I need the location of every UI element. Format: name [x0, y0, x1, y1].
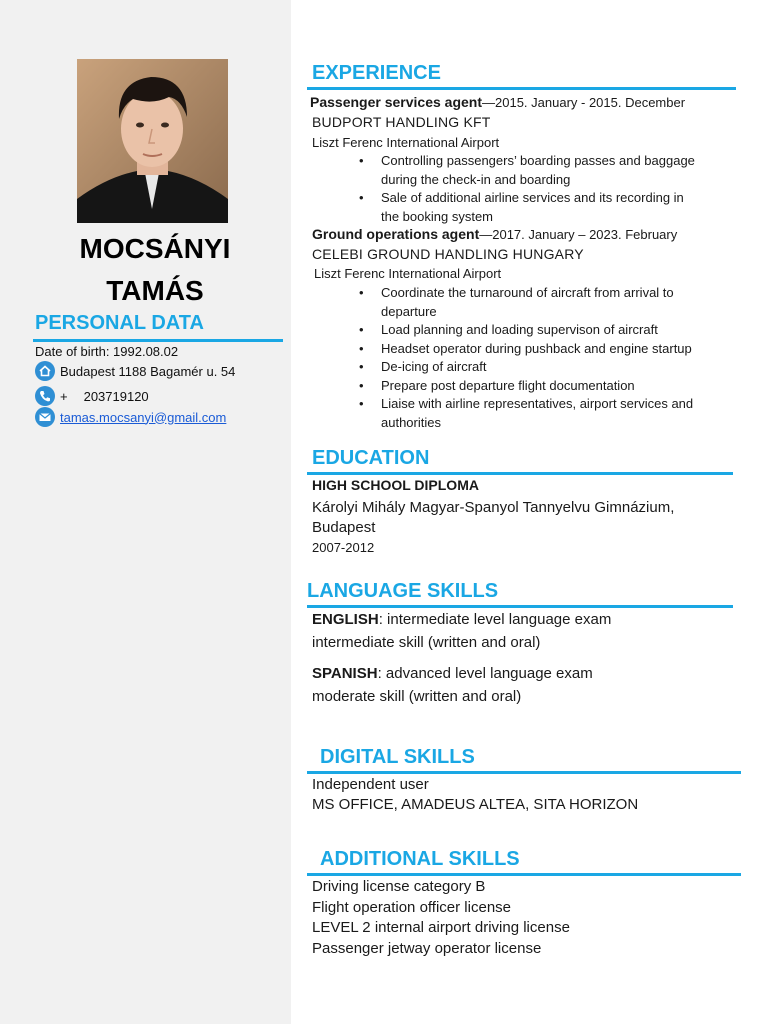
digital-tools: MS OFFICE, AMADEUS ALTEA, SITA HORIZON — [312, 796, 639, 813]
phone-icon — [35, 386, 55, 406]
list-item: • Load planning and loading supervison of aircraft — [359, 321, 729, 340]
education-years: 2007-2012 — [312, 540, 375, 555]
list-item: • Liaise with airline representatives, airport services and authorities — [359, 395, 729, 432]
language-english-exam: ENGLISH: intermediate level language exam — [312, 611, 612, 628]
date-of-birth — [35, 344, 178, 359]
additional-item: Driving license category B — [312, 878, 486, 895]
experience-rule — [307, 87, 736, 90]
list-item: • De-icing of aircraft — [359, 358, 729, 377]
additional-item: Flight operation officer license — [312, 899, 511, 916]
language-heading: LANGUAGE SKILLS — [307, 580, 499, 602]
additional-item: LEVEL 2 internal airport driving license — [312, 919, 570, 936]
job-2-duties — [359, 284, 729, 432]
phone-number: 203719120 — [83, 388, 149, 404]
list-item: • Controlling passengers’ boarding passes and baggage during the check-in and boarding — [359, 152, 729, 189]
job-2-location: Liszt Ferenc International Airport — [314, 266, 502, 281]
digital-rule — [307, 771, 741, 774]
email-row — [35, 407, 226, 427]
name-line-2: TAMÁS — [106, 275, 204, 306]
job-1-company: BUDPORT HANDLING KFT — [312, 114, 491, 130]
education-school-line-2: Budapest — [312, 519, 376, 536]
education-degree: HIGH SCHOOL DIPLOMA — [312, 477, 479, 493]
job-1-dates: —2015. January - 2015. December — [482, 95, 686, 110]
additional-rule — [307, 873, 741, 876]
education-rule — [307, 472, 733, 475]
digital-level: Independent user — [312, 776, 429, 793]
language-english-skill: intermediate skill (written and oral) — [312, 634, 541, 651]
name-line-1: MOCSÁNYI — [79, 233, 231, 264]
job-1-duties — [359, 152, 729, 226]
additional-heading: ADDITIONAL SKILLS — [320, 848, 520, 870]
education-heading: EDUCATION — [312, 447, 430, 469]
phone-prefix: + — [60, 388, 68, 404]
job-1-header — [310, 94, 685, 110]
list-item: • Prepare post departure flight documentation — [359, 377, 729, 396]
email-link[interactable]: tamas.mocsanyi@gmail.com — [60, 409, 227, 425]
language-english-name: ENGLISH — [312, 611, 379, 628]
job-1-location: Liszt Ferenc International Airport — [312, 135, 500, 150]
job-2-header — [312, 226, 677, 242]
sidebar — [0, 0, 291, 1024]
personal-data-heading: PERSONAL DATA — [35, 312, 204, 334]
personal-data-rule — [33, 339, 283, 342]
address-text: Budapest 1188 Bagamér u. 54 — [60, 363, 236, 379]
dob-text: Date of birth: 1992.08.02 — [35, 344, 179, 359]
language-spanish-name: SPANISH — [312, 665, 378, 682]
list-item: • Coordinate the turnaround of aircraft from arrival to departure — [359, 284, 729, 321]
language-spanish-exam: SPANISH: advanced level language exam — [312, 665, 593, 682]
list-item: • Sale of additional airline services and its recording in the booking system — [359, 189, 729, 226]
job-2-company: CELEBI GROUND HANDLING HUNGARY — [312, 246, 584, 262]
job-2-dates: —2017. January – 2023. February — [479, 227, 678, 242]
address-row — [35, 361, 235, 381]
list-item: • Headset operator during pushback and engine startup — [359, 340, 729, 359]
email-icon — [35, 407, 55, 427]
experience-heading: EXPERIENCE — [312, 62, 441, 84]
home-icon — [35, 361, 55, 381]
education-school-line-1: Károlyi Mihály Magyar-Spanyol Tannyelvu Gimnázium, — [312, 499, 675, 516]
person-name — [36, 228, 274, 312]
digital-heading: DIGITAL SKILLS — [320, 746, 475, 768]
language-spanish-skill: moderate skill (written and oral) — [312, 688, 522, 705]
language-rule — [307, 605, 733, 608]
job-2-title: Ground operations agent — [312, 226, 480, 242]
additional-item: Passenger jetway operator license — [312, 940, 542, 957]
profile-photo — [77, 59, 228, 223]
job-1-title: Passenger services agent — [310, 94, 482, 110]
phone-row — [35, 386, 149, 406]
